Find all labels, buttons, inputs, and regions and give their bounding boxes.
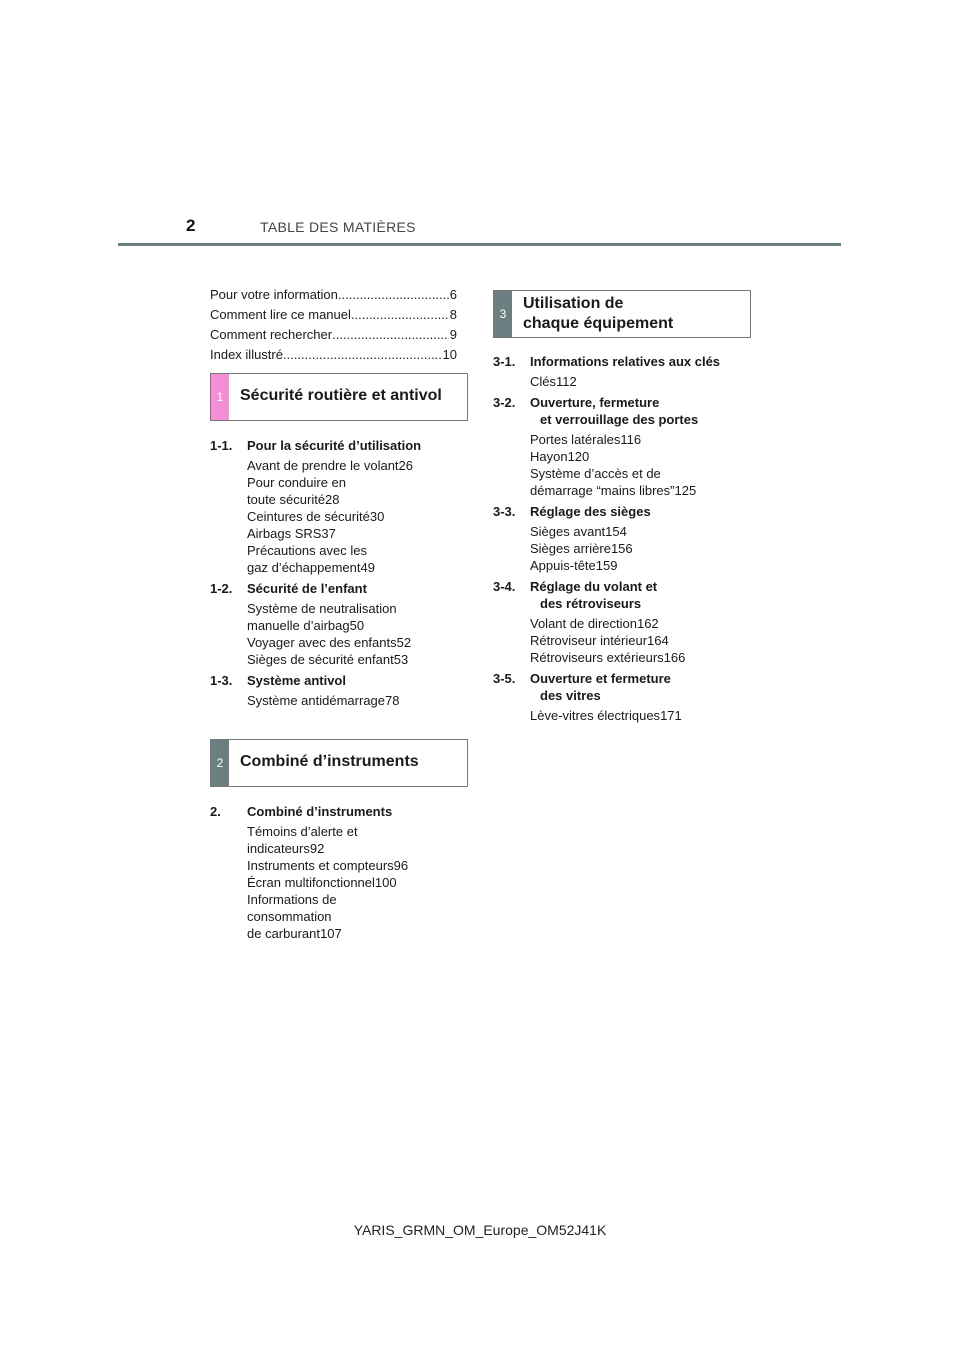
toc-page-number: 53	[393, 652, 409, 667]
toc-section-title: Réglage des sièges	[530, 504, 651, 519]
toc-section-title: Ouverture et fermeture des vitres	[530, 671, 671, 703]
toc-entry[interactable]	[530, 465, 740, 499]
toc-entry-label: gaz d’échappement	[247, 560, 361, 575]
toc-entry-label: Système antidémarrage	[247, 693, 386, 708]
toc-section-items	[210, 600, 457, 668]
toc-section-number: 3-4.	[493, 579, 516, 594]
chapter-3-tab: 3	[494, 291, 512, 337]
intro-toc-list	[210, 286, 457, 366]
toc-entry-label: Volant de direction	[530, 616, 637, 631]
toc-entry[interactable]	[247, 634, 457, 651]
toc-section-heading[interactable]	[493, 670, 740, 704]
toc-page-number: 37	[321, 526, 336, 541]
toc-section-number: 3-3.	[493, 504, 516, 519]
toc-entry-line-continued	[247, 600, 457, 617]
toc-entry-line-continued	[530, 465, 740, 482]
toc-section-heading[interactable]	[493, 353, 740, 370]
toc-entry-label: Système de neutralisation	[247, 601, 397, 616]
toc-section-number: 3-1.	[493, 354, 516, 369]
chapter-2-sections	[210, 803, 457, 946]
toc-section-title: Ouverture, fermeture et verrouillage des portes	[530, 395, 699, 427]
chapter-3-header[interactable]	[493, 290, 751, 338]
document-footer: YARIS_GRMN_OM_Europe_OM52J41K	[353, 1222, 607, 1238]
toc-entry-label: Avant de prendre le volant	[247, 458, 399, 473]
toc-entry-label: Système d’accès et de	[530, 466, 661, 481]
chapter-3-title-line2: chaque équipement	[523, 315, 674, 332]
toc-section	[210, 437, 457, 576]
toc-section-items	[210, 823, 457, 942]
toc-section-title: Réglage du volant et des rétroviseurs	[530, 579, 658, 611]
toc-entry-line	[247, 874, 457, 891]
toc-entry-label: Hayon	[530, 449, 568, 464]
toc-section-title: Système antivol	[247, 673, 346, 688]
toc-page-number: 8	[449, 307, 457, 322]
toc-page-number: 166	[663, 650, 686, 665]
toc-entry-label: Portes latérales	[530, 432, 621, 447]
toc-page-number: 78	[385, 693, 400, 708]
toc-section-heading[interactable]	[210, 672, 457, 689]
toc-entry-line	[247, 634, 457, 651]
toc-entry[interactable]	[530, 649, 740, 666]
toc-page-number: 116	[620, 432, 642, 447]
toc-entry-line	[530, 557, 740, 574]
toc-page-number: 107	[320, 926, 342, 941]
toc-entry-line	[247, 692, 457, 709]
toc-entry[interactable]	[247, 857, 457, 874]
toc-entry-label: démarrage “mains libres”	[530, 483, 675, 498]
toc-entry[interactable]	[530, 540, 740, 557]
toc-section-heading[interactable]	[493, 394, 740, 428]
chapter-2-tab: 2	[211, 740, 229, 786]
toc-entry-label: Clés	[530, 374, 557, 389]
toc-page-number: 120	[567, 449, 590, 464]
chapter-1-title: Sécurité routière et antivol	[240, 387, 442, 404]
toc-entry-line	[247, 840, 457, 857]
toc-section	[210, 803, 457, 942]
toc-section-items	[493, 373, 740, 390]
toc-section	[493, 503, 740, 574]
toc-entry[interactable]	[247, 457, 457, 474]
toc-page-number: 28	[325, 492, 340, 507]
toc-entry-line	[247, 491, 457, 508]
toc-section-title: Informations relatives aux clés	[530, 354, 721, 369]
toc-section-items	[210, 692, 457, 709]
chapter-3-title	[523, 294, 673, 334]
toc-entry-line-continued	[247, 542, 457, 559]
toc-entry-label: de carburant	[247, 926, 320, 941]
toc-section-items	[493, 707, 740, 724]
toc-page-number: 49	[360, 560, 375, 575]
toc-entry[interactable]	[247, 508, 457, 525]
toc-entry[interactable]	[247, 874, 457, 891]
toc-entry-line	[530, 523, 740, 540]
toc-entry-label: Ceintures de sécurité	[247, 509, 370, 524]
toc-section-heading[interactable]	[210, 803, 457, 820]
toc-page-number: 9	[449, 327, 457, 342]
toc-entry-label: Comment rechercher	[210, 327, 333, 342]
toc-entry[interactable]	[247, 692, 457, 709]
page-number: 2	[186, 216, 196, 235]
toc-entry-label: Index illustré	[210, 347, 283, 362]
toc-entry[interactable]	[247, 891, 457, 942]
toc-entry-line	[530, 448, 740, 465]
toc-entry-label: Appuis-tête	[530, 558, 596, 573]
toc-entry-line-continued	[247, 823, 457, 840]
toc-section	[210, 672, 457, 709]
toc-entry-line	[530, 615, 740, 632]
toc-entry-line	[530, 373, 740, 390]
toc-entry-label: Écran multifonctionnel	[247, 875, 375, 890]
toc-section-number: 2.	[210, 804, 221, 819]
toc-section-items	[493, 431, 740, 499]
toc-entry[interactable]	[247, 474, 457, 508]
toc-entry-line	[530, 707, 740, 724]
toc-entry-line	[247, 525, 457, 542]
toc-section	[493, 670, 740, 724]
toc-page-number: 171	[660, 708, 682, 723]
chapter-1-tab: 1	[211, 374, 229, 420]
toc-entry-line	[530, 540, 740, 557]
chapter-2-header[interactable]	[210, 739, 468, 787]
chapter-2-title: Combiné d’instruments	[240, 753, 419, 770]
toc-entry-label: Sièges de sécurité enfant	[247, 652, 394, 667]
toc-entry[interactable]	[530, 557, 740, 574]
toc-page-number: 112	[556, 374, 577, 389]
toc-entry-line	[530, 482, 740, 499]
toc-entry-label: toute sécurité	[247, 492, 326, 507]
toc-section-heading[interactable]	[493, 578, 740, 612]
toc-section-number: 1-1.	[210, 438, 233, 453]
page-header-title: TABLE DES MATIÈRES	[260, 219, 416, 235]
toc-entry-label: Airbags SRS	[247, 526, 322, 541]
toc-entry-label: Pour conduire en	[247, 475, 347, 490]
toc-entry-line	[247, 925, 457, 942]
chapter-3-sections	[493, 353, 740, 728]
toc-section-heading[interactable]	[210, 437, 457, 454]
toc-page-number: 26	[398, 458, 413, 473]
toc-entry-line-continued	[247, 908, 457, 925]
toc-section-title: Sécurité de l’enfant	[247, 581, 367, 596]
toc-entry-label: Témoins d’alerte et	[247, 824, 358, 839]
toc-entry-label: consommation	[247, 909, 332, 924]
toc-page-number: 96	[393, 858, 409, 873]
toc-leader-dots	[283, 346, 442, 363]
toc-entry-label: Comment lire ce manuel	[210, 307, 351, 322]
toc-section-heading[interactable]	[210, 580, 457, 597]
toc-entry[interactable]	[530, 632, 740, 649]
toc-page-number: 52	[396, 635, 412, 650]
chapter-1-sections	[210, 437, 457, 713]
toc-entry[interactable]	[247, 651, 457, 668]
toc-entry[interactable]	[530, 615, 740, 632]
toc-entry[interactable]	[210, 326, 457, 343]
toc-entry[interactable]	[530, 373, 740, 390]
toc-page-number: 125	[674, 483, 697, 498]
toc-page-number: 159	[595, 558, 618, 573]
toc-entry-line-continued	[247, 474, 457, 491]
toc-entry-line	[247, 559, 457, 576]
toc-entry[interactable]	[530, 431, 740, 448]
toc-entry-label: Rétroviseur intérieur	[530, 633, 648, 648]
toc-entry-label: Précautions avec les	[247, 543, 367, 558]
toc-section-number: 1-3.	[210, 673, 233, 688]
toc-entry[interactable]	[210, 286, 457, 303]
toc-entry-label: Informations de	[247, 892, 337, 907]
toc-section-number: 3-2.	[493, 395, 516, 410]
toc-page-number: 10	[442, 347, 457, 362]
toc-entry[interactable]	[247, 600, 457, 634]
toc-page-number: 50	[349, 618, 365, 633]
toc-entry-label: Instruments et compteurs	[247, 858, 394, 873]
toc-page-number: 92	[309, 841, 325, 856]
toc-entry[interactable]	[210, 346, 457, 363]
toc-entry-line	[530, 431, 740, 448]
toc-section-items	[493, 615, 740, 666]
toc-entry[interactable]	[530, 523, 740, 540]
toc-section	[493, 394, 740, 499]
toc-leader-dots	[332, 326, 449, 343]
toc-section-heading[interactable]	[493, 503, 740, 520]
toc-entry[interactable]	[247, 525, 457, 542]
toc-section-number: 1-2.	[210, 581, 233, 596]
toc-section	[493, 353, 740, 390]
toc-page-number: 154	[605, 524, 627, 539]
chapter-3-title-line1: Utilisation de	[523, 295, 624, 312]
chapter-1-header[interactable]	[210, 373, 468, 421]
toc-entry-line	[247, 617, 457, 634]
toc-entry[interactable]	[247, 823, 457, 857]
toc-entry-label: indicateurs	[247, 841, 310, 856]
toc-entry[interactable]	[530, 448, 740, 465]
toc-section	[210, 580, 457, 668]
toc-section-title: Combiné d’instruments	[247, 804, 393, 819]
toc-entry-label: Sièges avant	[530, 524, 606, 539]
toc-entry-line	[247, 651, 457, 668]
toc-entry-line	[530, 649, 740, 666]
header-divider	[118, 243, 841, 246]
toc-section-title: Pour la sécurité d’utilisation	[247, 438, 422, 453]
toc-entry-label: Rétroviseurs extérieurs	[530, 650, 664, 665]
toc-page-number: 164	[647, 633, 669, 648]
toc-leader-dots	[338, 286, 449, 303]
toc-section-items	[493, 523, 740, 574]
toc-page-number: 100	[374, 875, 397, 890]
toc-entry-line-continued	[247, 891, 457, 908]
toc-entry-label: Lève-vitres électriques	[530, 708, 661, 723]
toc-entry-line	[247, 457, 457, 474]
toc-leader-dots	[351, 306, 449, 323]
toc-entry[interactable]	[210, 306, 457, 323]
toc-page-number: 30	[369, 509, 385, 524]
toc-section	[493, 578, 740, 666]
toc-entry-label: Sièges arrière	[530, 541, 611, 556]
toc-page-number: 162	[636, 616, 659, 631]
toc-section-number: 3-5.	[493, 671, 516, 686]
toc-entry-line	[247, 857, 457, 874]
toc-entry-label: Voyager avec des enfants	[247, 635, 397, 650]
toc-page-number: 156	[610, 541, 633, 556]
toc-page-number: 6	[449, 287, 457, 302]
toc-entry[interactable]	[247, 542, 457, 576]
toc-entry-label: Pour votre information	[210, 287, 338, 302]
toc-entry-label: manuelle d’airbag	[247, 618, 350, 633]
toc-entry-line	[530, 632, 740, 649]
toc-entry-line	[247, 508, 457, 525]
toc-section-items	[210, 457, 457, 576]
toc-entry[interactable]	[530, 707, 740, 724]
